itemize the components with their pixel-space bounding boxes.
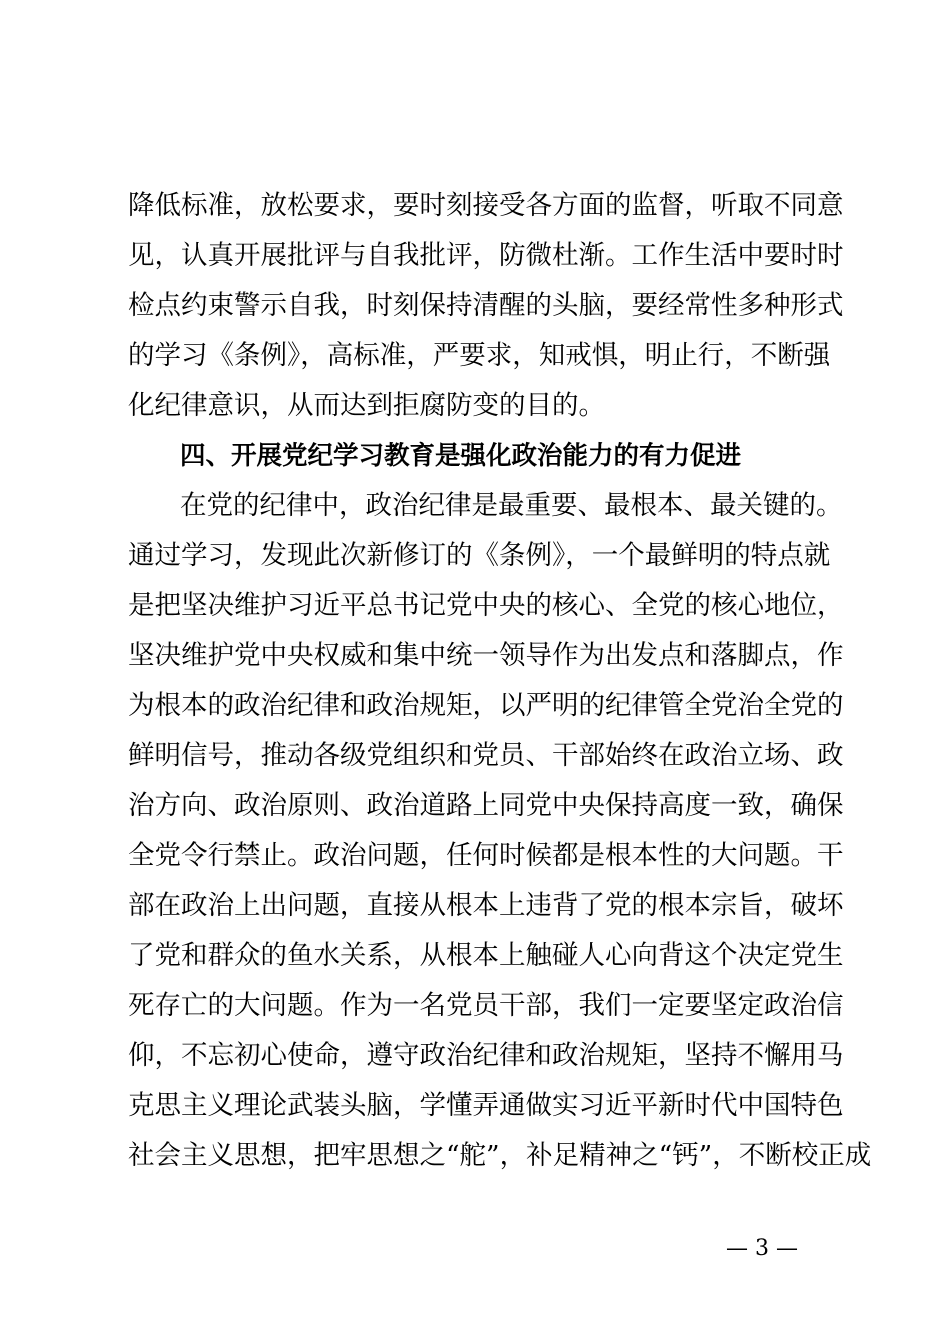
paragraph-line: 鲜明信号，推动各级党组织和党员、干部始终在政治立场、政 bbox=[128, 740, 844, 771]
paragraph-line: 死存亡的大问题。作为一名党员干部，我们一定要坚定政治信 bbox=[128, 990, 844, 1021]
paragraph-line: 化纪律意识，从而达到拒腐防变的目的。 bbox=[128, 390, 605, 421]
paragraph-line: 见，认真开展批评与自我批评，防微杜渐。工作生活中要时时 bbox=[128, 240, 844, 271]
paragraph-line: 坚决维护党中央权威和集中统一领导作为出发点和落脚点，作 bbox=[128, 640, 844, 671]
paragraph-line: 社会主义思想，把牢思想之“舵”，补足精神之“钙”，不断校正成 bbox=[128, 1140, 872, 1171]
paragraph-line: 是把坚决维护习近平总书记党中央的核心、全党的核心地位， bbox=[128, 590, 844, 621]
paragraph-line: 治方向、政治原则、政治道路上同党中央保持高度一致，确保 bbox=[128, 790, 844, 821]
paragraph-line: 克思主义理论武装头脑，学懂弄通做实习近平新时代中国特色 bbox=[128, 1090, 844, 1121]
paragraph-line: 的学习《条例》，高标准，严要求，知戒惧，明止行，不断强 bbox=[128, 340, 831, 371]
paragraph-line: 仰，不忘初心使命，遵守政治纪律和政治规矩，坚持不懈用马 bbox=[128, 1040, 844, 1071]
paragraph-line: 部在政治上出问题，直接从根本上违背了党的根本宗旨，破坏 bbox=[128, 890, 844, 921]
paragraph-line: 全党令行禁止。政治问题，任何时候都是根本性的大问题。干 bbox=[128, 840, 844, 871]
paragraph-line: 通过学习，发现此次新修订的《条例》，一个最鲜明的特点就 bbox=[128, 540, 831, 571]
paragraph-line: 在党的纪律中，政治纪律是最重要、最根本、最关键的。 bbox=[180, 490, 843, 521]
paragraph-line: 了党和群众的鱼水关系，从根本上触碰人心向背这个决定党生 bbox=[128, 940, 844, 971]
section-heading: 四、开展党纪学习教育是强化政治能力的有力促进 bbox=[180, 441, 742, 471]
paragraph-line: 为根本的政治纪律和政治规矩，以严明的纪律管全党治全党的 bbox=[128, 690, 844, 721]
paragraph-line: 检点约束警示自我，时刻保持清醒的头脑，要经常性多种形式 bbox=[128, 290, 844, 321]
paragraph-line: 降低标准，放松要求，要时刻接受各方面的监督，听取不同意 bbox=[128, 190, 844, 221]
page-number: — 3 — bbox=[726, 1236, 798, 1261]
